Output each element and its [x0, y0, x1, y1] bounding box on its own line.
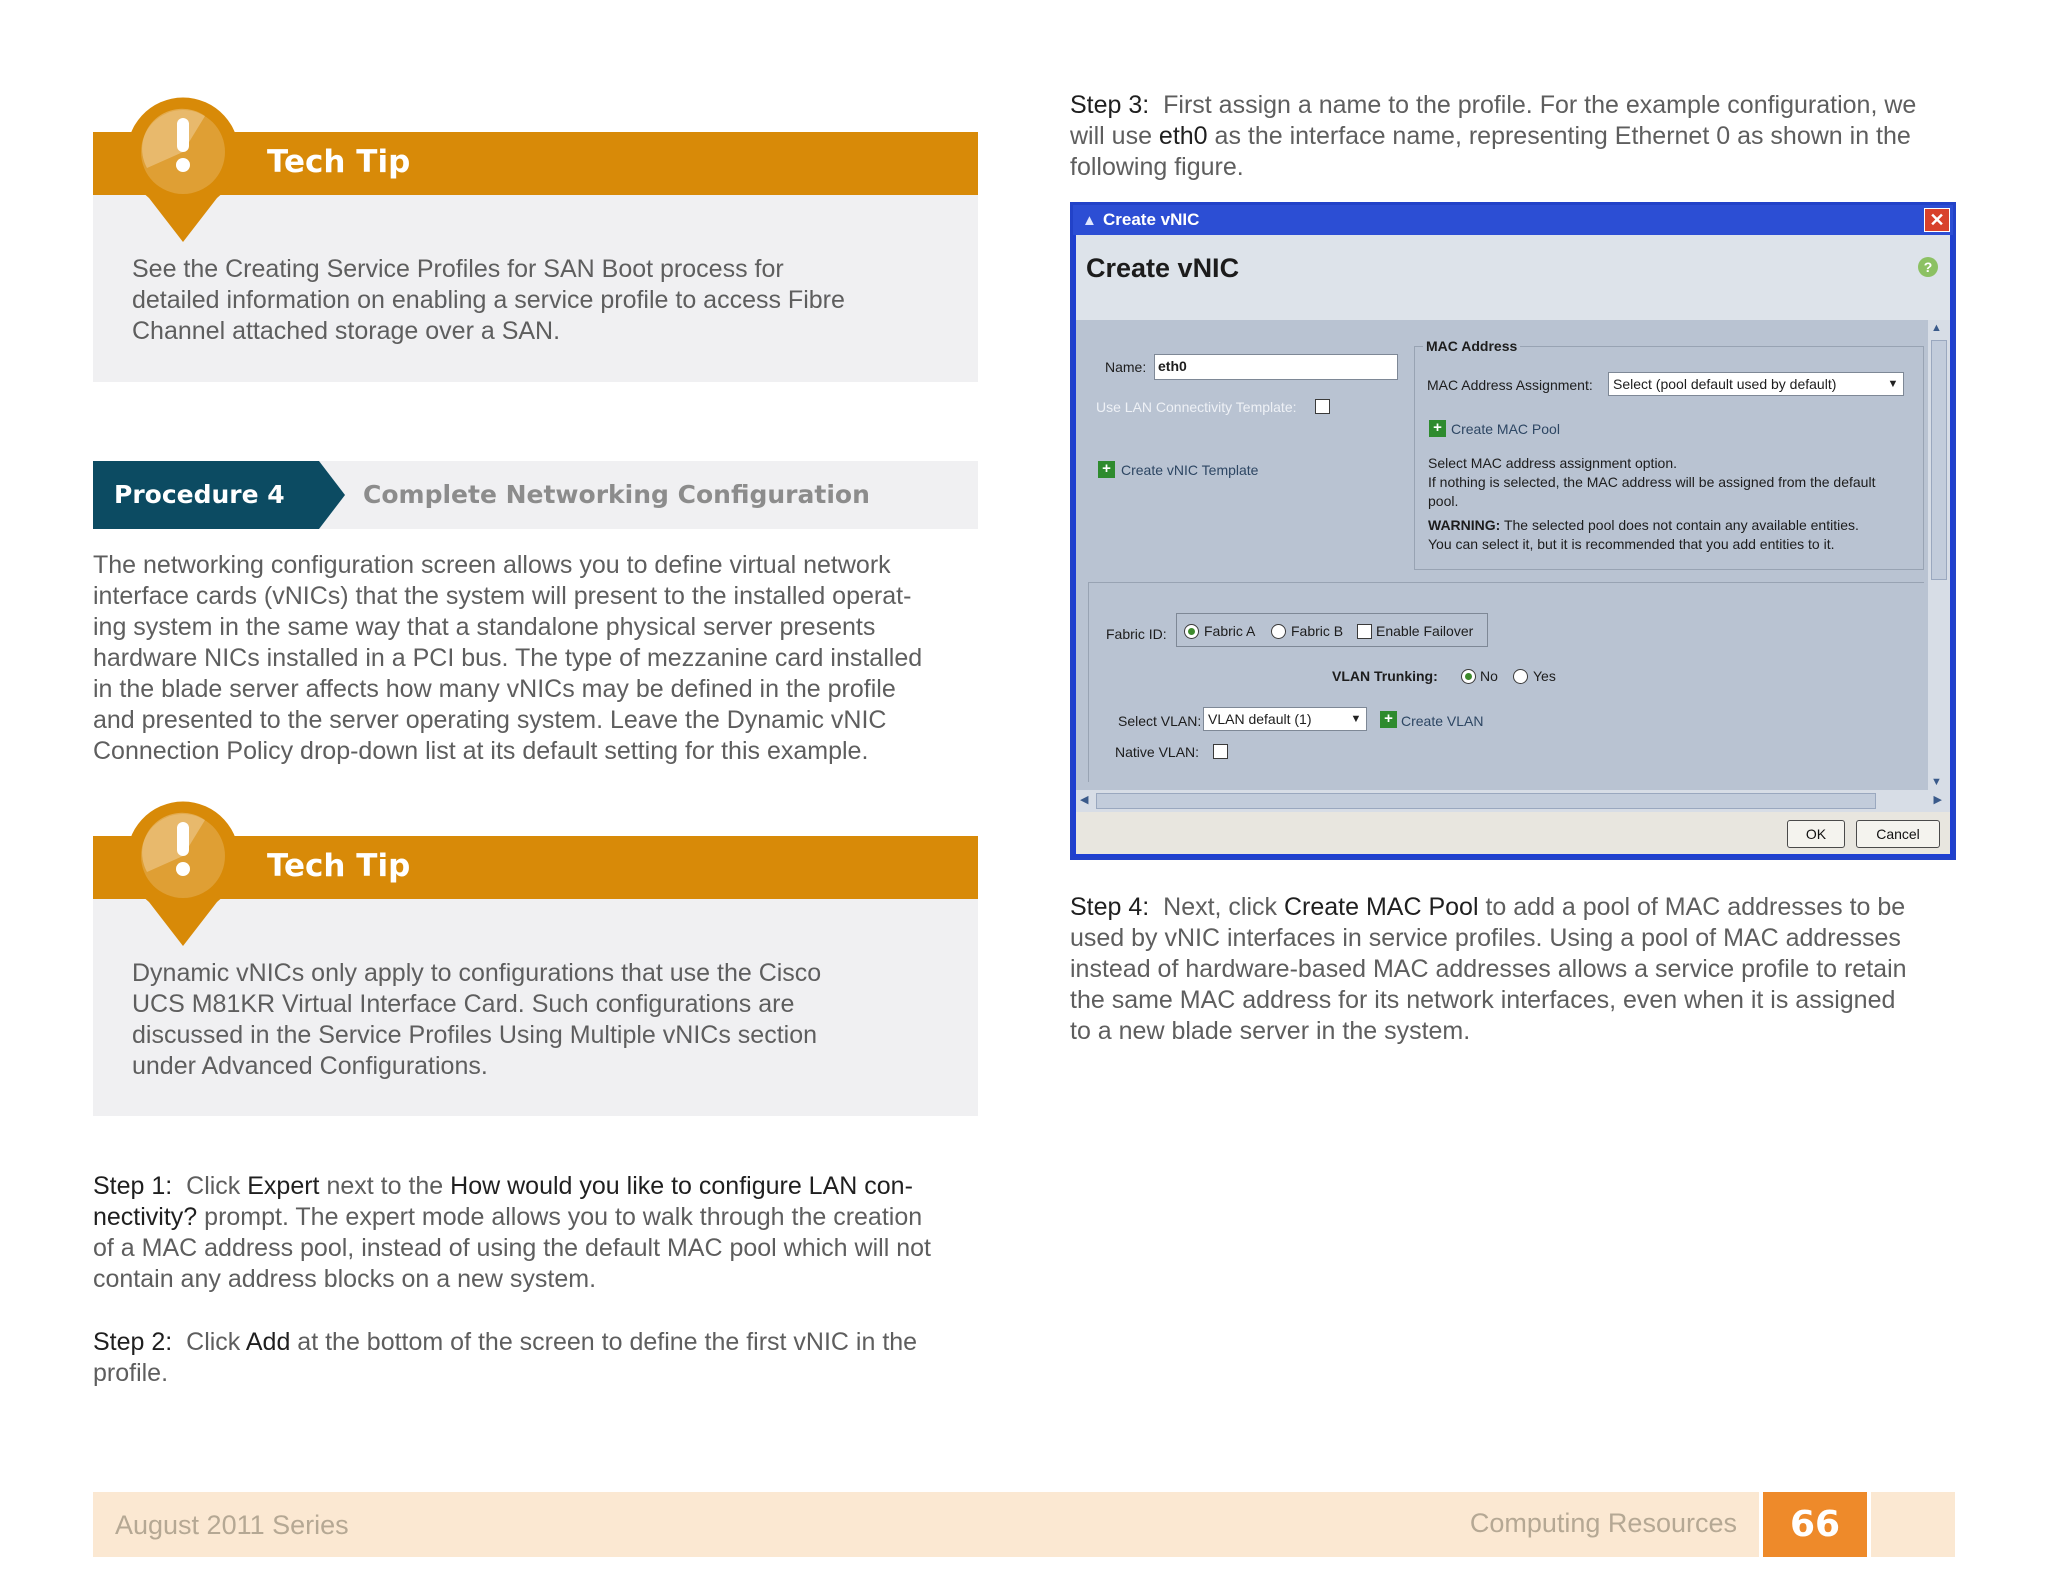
- dialog-heading: Create vNIC: [1086, 253, 1240, 283]
- create-vnic-template-link[interactable]: Create vNIC Template: [1121, 462, 1259, 478]
- vertical-scrollbar[interactable]: [1928, 320, 1950, 790]
- create-mac-pool-link[interactable]: Create MAC Pool: [1451, 421, 1560, 437]
- footer-series: August 2011 Series: [115, 1510, 349, 1540]
- dialog-content: [1076, 235, 1950, 854]
- close-icon[interactable]: ✕: [1924, 208, 1950, 232]
- tech-tip-title: Tech Tip: [267, 144, 411, 180]
- ok-button[interactable]: OK: [1787, 820, 1845, 848]
- horizontal-scrollbar[interactable]: [1076, 790, 1950, 812]
- vlan-trunking-label: VLAN Trunking:: [1332, 668, 1438, 684]
- app-icon: ▲: [1082, 212, 1097, 229]
- procedure-number: Procedure 4: [114, 480, 285, 509]
- name-label: Name:: [1105, 359, 1147, 375]
- mac-assign-label: MAC Address Assignment:: [1427, 377, 1593, 393]
- step-3: Step 3: First assign a name to the profile. For the example configuration, we will use eth0 as the interface name, representing Ethernet 0 as shown in the following figure.: [1070, 91, 1917, 181]
- create-vnic-dialog: [1070, 202, 1956, 860]
- fabric-a-radio[interactable]: [1184, 624, 1199, 639]
- chevron-down-icon: ▼: [1887, 378, 1899, 390]
- dialog-header: [1076, 235, 1950, 320]
- native-vlan-checkbox[interactable]: [1213, 744, 1228, 759]
- intro-paragraph: The networking configuration screen allows you to define virtual network interface cards (vNICs) that the system will present to the installed operat- ing system in the same way that a standalone physical server presents hardware NICs installed in a PCI bus. The type of mezzanine card installed in the blade server affects how many vNICs may be defined in the profile and presented to the server operating system. Leave the Dynamic vNIC Connection Policy drop-down list at its default setting for this example.: [93, 551, 923, 765]
- mac-info-3: pool.: [1428, 493, 1459, 509]
- tech-tip-2: [93, 836, 978, 1116]
- vlan-trunking-yes-label: Yes: [1533, 668, 1556, 684]
- page-footer: [93, 1492, 1955, 1557]
- fabric-id-label: Fabric ID:: [1106, 626, 1167, 642]
- lan-template-label: Use LAN Connectivity Template:: [1096, 399, 1297, 415]
- tech-tip-1: [93, 132, 978, 382]
- tech-tip-title: Tech Tip: [267, 848, 411, 884]
- mac-info-1: Select MAC address assignment option.: [1428, 455, 1678, 471]
- vlan-trunking-yes-radio[interactable]: [1513, 669, 1528, 684]
- scroll-left-icon[interactable]: ◀: [1080, 794, 1089, 806]
- select-vlan-label: Select VLAN:: [1118, 713, 1202, 729]
- vlan-trunking-no-label: No: [1480, 668, 1498, 684]
- chevron-down-icon: ▼: [1350, 713, 1362, 725]
- fabric-b-radio[interactable]: [1271, 624, 1286, 639]
- scroll-down-icon[interactable]: ▼: [1931, 776, 1942, 788]
- add-icon[interactable]: +: [1098, 461, 1115, 478]
- mac-assign-select[interactable]: Select (pool default used by default) ▼: [1608, 372, 1904, 396]
- dialog-footer: [1076, 812, 1950, 854]
- add-icon[interactable]: +: [1380, 711, 1397, 728]
- fabric-b-label: Fabric B: [1291, 623, 1344, 639]
- dialog-window-title: Create vNIC: [1103, 210, 1200, 229]
- scroll-up-icon[interactable]: ▲: [1931, 322, 1942, 334]
- help-icon[interactable]: ?: [1918, 257, 1938, 277]
- lan-template-checkbox[interactable]: [1315, 399, 1330, 414]
- procedure-title: Complete Networking Configuration: [363, 480, 870, 509]
- enable-failover-checkbox[interactable]: [1357, 624, 1372, 639]
- cancel-button[interactable]: Cancel: [1856, 820, 1940, 848]
- scroll-right-icon[interactable]: ▶: [1933, 794, 1942, 806]
- tech-tip-icon: [127, 94, 239, 244]
- step-4: Step 4: Next, click Create MAC Pool to add a pool of MAC addresses to be used by vNIC interfaces in service profiles. Using a pool of MAC addresses instead of hardware-based MAC addresses allows a service profile to retain the same MAC address for its network interfaces, even when it is assigned to a new blade server in the system.: [1070, 893, 1907, 1045]
- mac-warning-2: You can select it, but it is recommended that you add entities to it.: [1428, 536, 1835, 552]
- select-vlan-dropdown[interactable]: VLAN default (1) ▼: [1203, 707, 1367, 731]
- fabric-a-label: Fabric A: [1204, 623, 1256, 639]
- mac-warning-1: WARNING: The selected pool does not contain any available entities.: [1428, 517, 1859, 533]
- vlan-trunking-no-radio[interactable]: [1461, 669, 1476, 684]
- tech-tip-body: Dynamic vNICs only apply to configurations that use the Cisco UCS M81KR Virtual Interface Card. Such configurations are discussed in the Service Profiles Using Multiple vNICs section under Advanced Configurations.: [132, 959, 822, 1080]
- dialog-titlebar: [1073, 205, 1953, 235]
- mac-info-2: If nothing is selected, the MAC address will be assigned from the default: [1428, 474, 1876, 490]
- mac-group-title: MAC Address: [1423, 338, 1520, 354]
- native-vlan-label: Native VLAN:: [1115, 744, 1200, 760]
- tech-tip-icon: [127, 798, 239, 948]
- name-input[interactable]: eth0: [1154, 354, 1398, 380]
- step-1: Step 1: Click Expert next to the How would you like to configure LAN con- nectivity? prompt. The expert mode allows you to walk through the creation of a MAC address pool, instead of using the default MAC pool which will not contain any address blocks on a new system.: [93, 1172, 931, 1293]
- create-vlan-link[interactable]: Create VLAN: [1401, 713, 1484, 729]
- page-number: 66: [1759, 1492, 1871, 1557]
- dialog-form: [1076, 320, 1928, 790]
- footer-section: Computing Resources: [1469, 1508, 1737, 1538]
- scroll-thumb[interactable]: [1096, 793, 1876, 809]
- add-icon[interactable]: +: [1429, 420, 1446, 437]
- step-2: Step 2: Click Add at the bottom of the screen to define the first vNIC in the profile.: [93, 1328, 918, 1387]
- scroll-thumb[interactable]: [1931, 340, 1947, 580]
- enable-failover-label: Enable Failover: [1376, 623, 1474, 639]
- tech-tip-body: See the Creating Service Profiles for SAN Boot process for detailed information on enabling a service profile to access Fibre Channel attached storage over a SAN.: [132, 255, 845, 345]
- procedure-header: [93, 461, 978, 529]
